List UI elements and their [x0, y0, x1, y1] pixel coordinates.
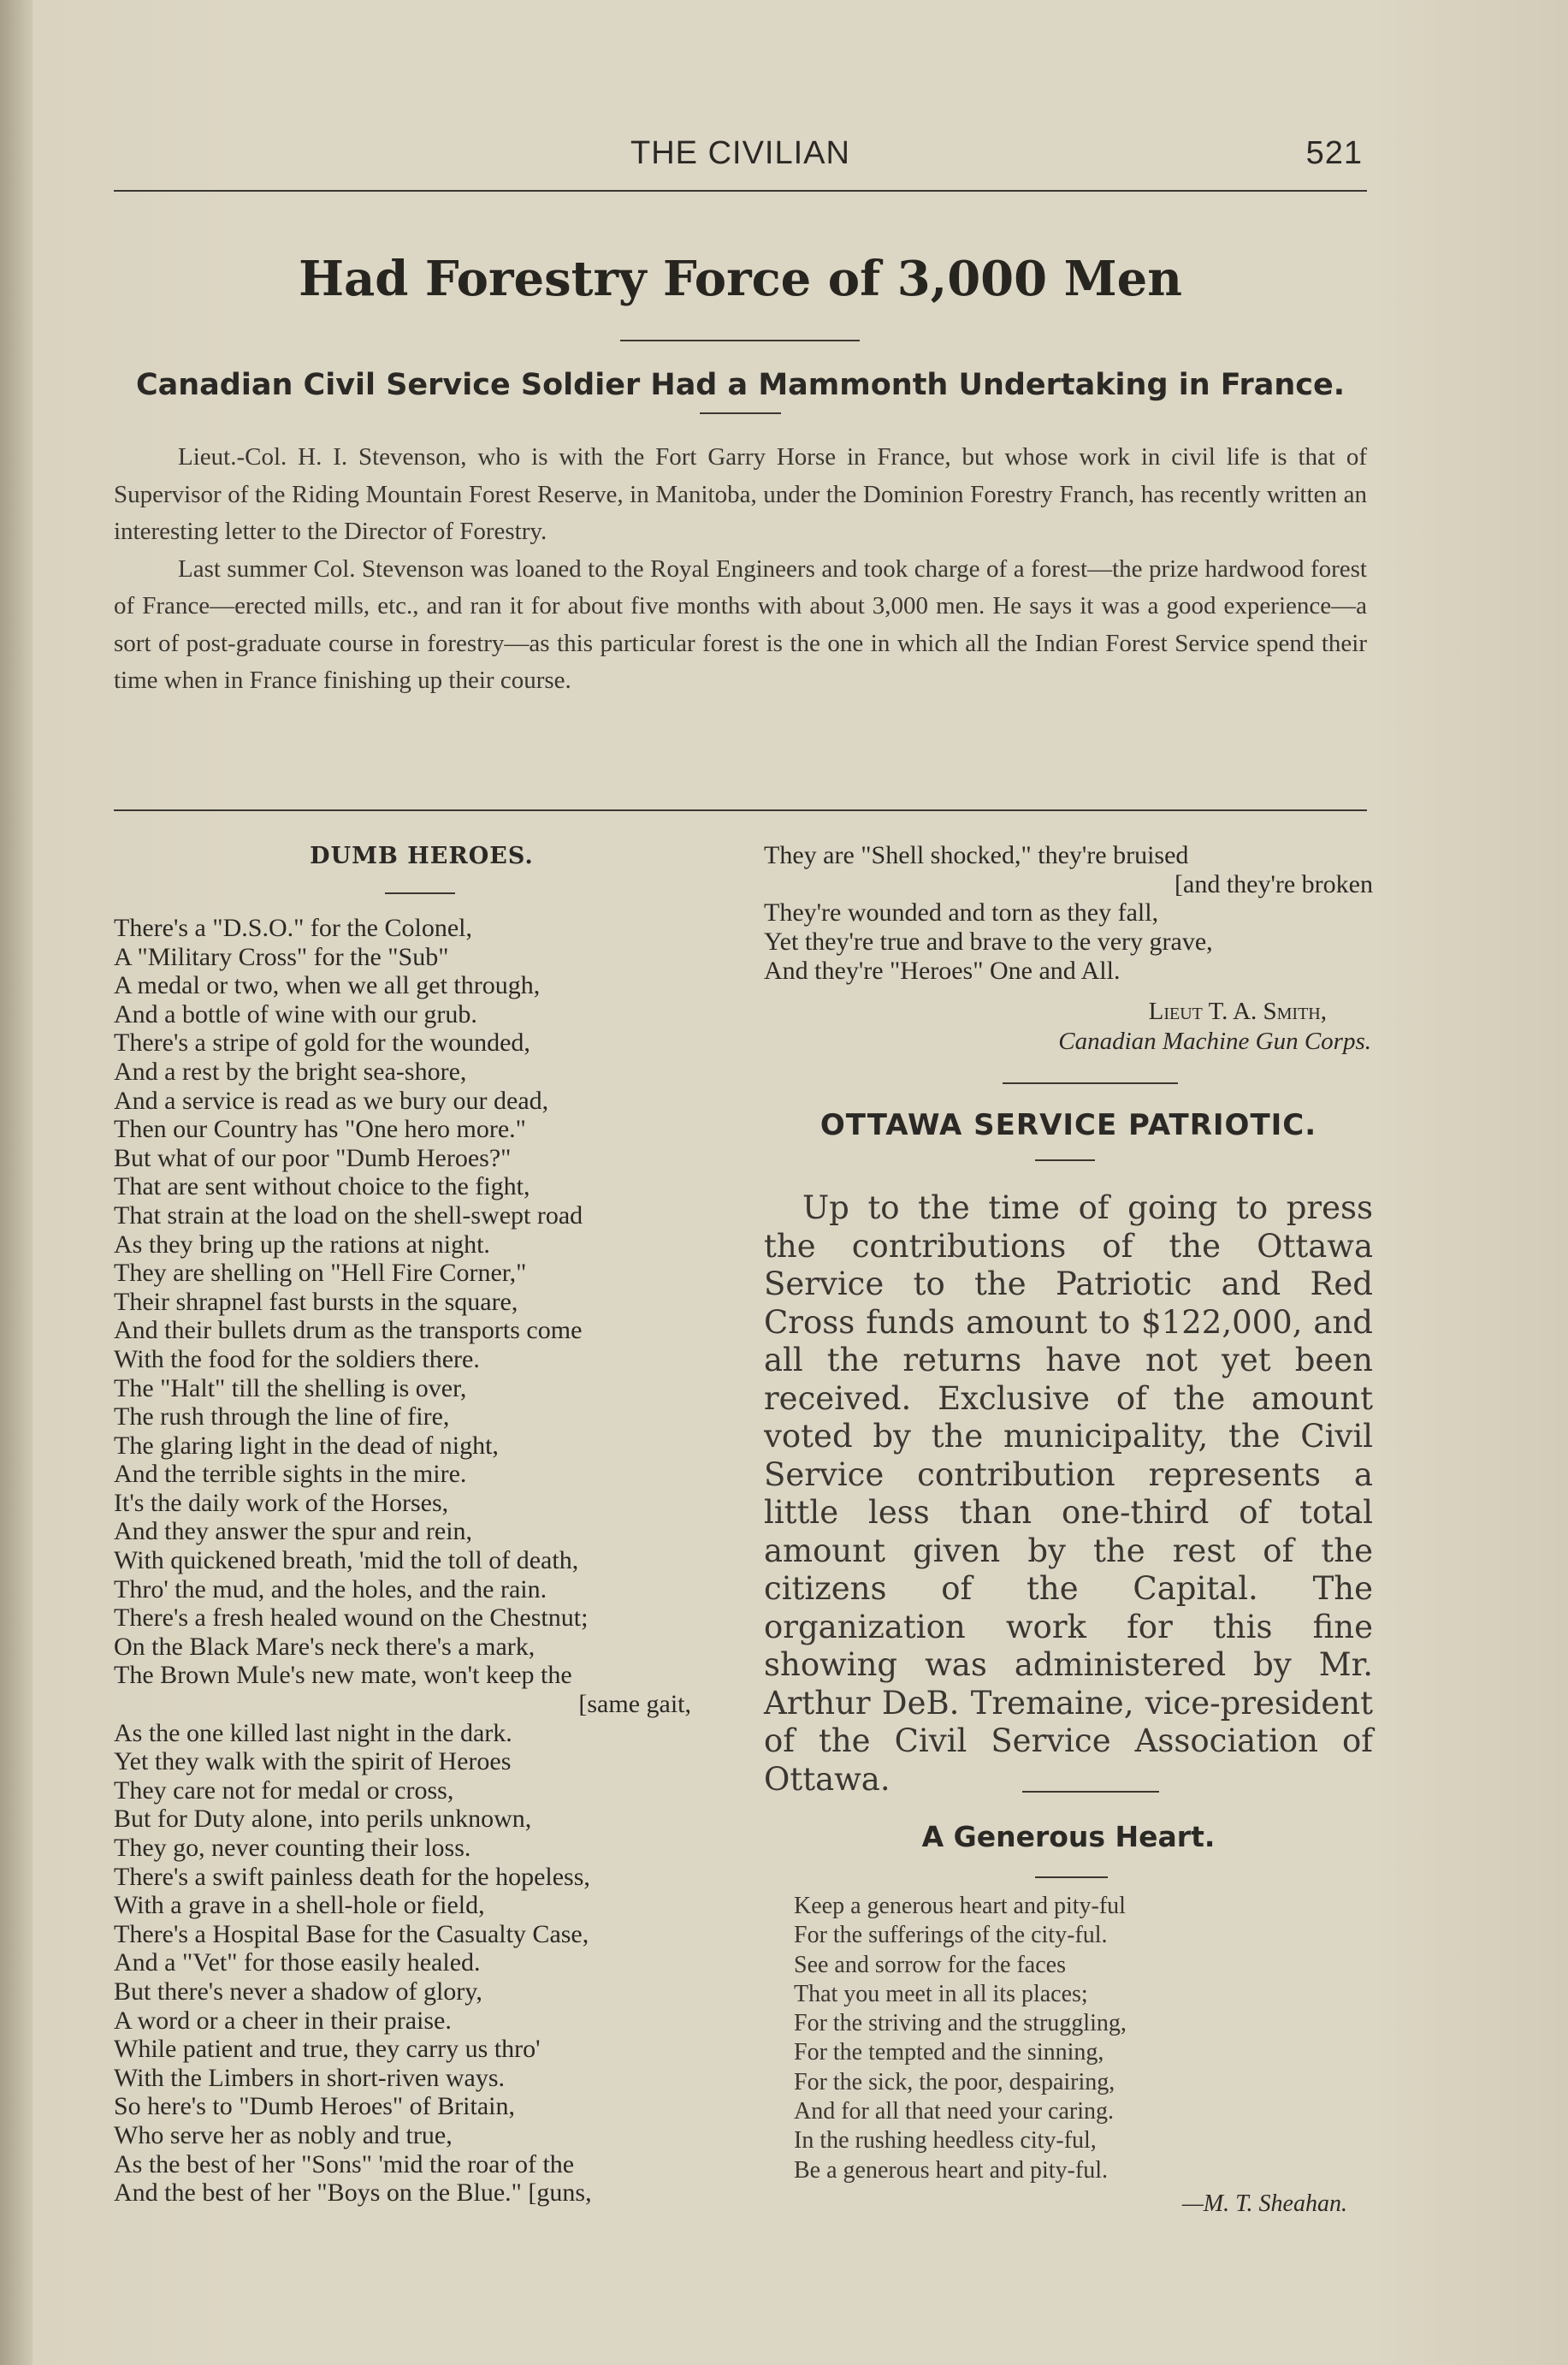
header-rule [114, 190, 1367, 192]
generous-heart-author: —M. T. Sheahan. [1181, 2190, 1347, 2217]
poem-line: Yet they walk with the spirit of Heroes [114, 1747, 512, 1776]
poem-line-runover: [and they're broken [1175, 869, 1373, 898]
poem-line: Who serve her as nobly and true, [114, 2120, 453, 2149]
poem-line: And the best of her "Boys on the Blue." [guns, [114, 2178, 592, 2208]
poem-line: There's a Hospital Base for the Casualty Case, [114, 1919, 589, 1948]
poem-line: It's the daily work of the Horses, [114, 1488, 449, 1517]
poem-line: For the tempted and the sinning, [794, 2039, 1104, 2066]
poem-line: That are sent without choice to the fight, [114, 1172, 530, 1201]
poem-line: But what of our poor "Dumb Heroes?" [114, 1143, 512, 1172]
section-divider [1003, 1082, 1178, 1084]
poem-line: With quickened breath, 'mid the toll of death, [114, 1546, 579, 1575]
section-divider [1022, 1791, 1159, 1793]
poem-line: As the one killed last night in the dark. [114, 1718, 512, 1747]
section-rule [114, 809, 1367, 811]
poem-line: And their bullets drum as the transports come [114, 1316, 583, 1345]
poem-line: And a bottle of wine with our grub. [114, 999, 477, 1028]
poem-line: That you meet in all its places; [794, 1980, 1088, 2007]
poem-line: The "Halt" till the shelling is over, [114, 1373, 467, 1402]
ottawa-paragraph: Up to the time of going to press the contributions of the Ottawa Service to the Patriotic and Red Cross funds amount to $122,000, and all the returns have not yet been received. Exclusive of the amount voted by the municipality, the Civil Service contribution represents a little less than one-third of total amount given by the rest of the citizens of the Capital. The organization work for this fine showing was administered by Mr. Arthur DeB. Tremaine, vice-president of the Civil Service Association of Ottawa. [764, 1189, 1373, 1798]
poem-line: They are shelling on "Hell Fire Corner," [114, 1259, 527, 1288]
poem-author-unit: Canadian Machine Gun Corps. [1058, 1028, 1371, 1055]
article-title: Had Forestry Force of 3,000 Men [299, 251, 1182, 307]
poem-line: But there's never a shadow of glory, [114, 1977, 482, 2006]
poem-line: For the sufferings of the city-ful. [794, 1922, 1108, 1949]
generous-heart-poem [794, 1892, 1341, 2185]
title-rule [620, 340, 860, 341]
poem-line: In the rushing heedless city-ful, [794, 2127, 1097, 2155]
poem-line: The rush through the line of fire, [114, 1402, 450, 1431]
generous-heart-rule [1035, 1876, 1108, 1878]
poem-line: There's a stripe of gold for the wounded, [114, 1028, 530, 1058]
poem-continuation [764, 841, 1373, 986]
ottawa-article [764, 1189, 1373, 1799]
poem-line: Keep a generous heart and pity-ful [794, 1893, 1126, 1919]
poem-line: While patient and true, they carry us thro' [114, 2035, 541, 2064]
poem-line: Their shrapnel fast bursts in the square, [114, 1287, 518, 1316]
poem-line: With a grave in a shell-hole or field, [114, 1891, 485, 1920]
poem-line: There's a fresh healed wound on the Chestnut; [114, 1603, 589, 1633]
article-paragraph: Lieut.-Col. H. I. Stevenson, who is with the Fort Garry Horse in France, but whose work in civil life is that of Supervisor of the Riding Mountain Forest Reserve, in Manitoba, under the Dominion Forestry Franch, has recently written an interesting letter to the Director of Forestry. [114, 443, 1367, 545]
poem-line: So here's to "Dumb Heroes" of Britain, [114, 2092, 515, 2121]
poem-line: As they bring up the rations at night. [114, 1230, 490, 1259]
poem-line: But for Duty alone, into perils unknown, [114, 1805, 532, 1834]
poem-line: Yet they're true and brave to the very grave, [764, 928, 1213, 957]
poem-line: A word or a cheer in their praise. [114, 2006, 452, 2035]
poem-line: Thro' the mud, and the holes, and the rain. [114, 1574, 547, 1603]
poem-line: The Brown Mule's new mate, won't keep the [114, 1661, 572, 1690]
poem-author [764, 996, 1371, 1027]
poem-line: They care not for medal or cross, [114, 1775, 454, 1805]
poem-line: They go, never counting their loss. [114, 1834, 471, 1862]
poem-line: As the best of her "Sons" 'mid the roar of the [114, 2149, 575, 2178]
article-body [114, 439, 1367, 700]
poem-author-name: Lieut T. A. Smith, [1148, 998, 1327, 1025]
poem-line: Be a generous heart and pity-ful. [794, 2156, 1108, 2184]
generous-heart-title: A Generous Heart. [921, 1820, 1216, 1853]
page-number: 521 [1305, 135, 1363, 171]
article-subtitle: Canadian Civil Service Soldier Had a Mammonth Undertaking in France. [135, 368, 1346, 402]
poem-line: And for all that need your caring. [794, 2098, 1114, 2125]
poem-line: And the terrible sights in the mire. [114, 1460, 467, 1489]
poem-line-runover: [same gait, [578, 1690, 691, 1719]
poem-line: For the sick, the poor, despairing, [794, 2068, 1115, 2095]
poem-dumb-heroes [114, 914, 734, 2208]
poem-line: On the Black Mare's neck there's a mark, [114, 1632, 535, 1661]
ottawa-title: OTTAWA SERVICE PATRIOTIC. [820, 1108, 1317, 1142]
poem-line: And they answer the spur and rein, [114, 1517, 473, 1546]
poem-line: With the Limbers in short-riven ways. [114, 2063, 506, 2092]
poem-line: The glaring light in the dead of night, [114, 1431, 499, 1460]
poem-line: They are "Shell shocked," they're bruised [764, 841, 1189, 869]
running-header [114, 128, 1367, 180]
page-binding-edge [0, 0, 33, 2365]
poem-line: They're wounded and torn as they fall, [764, 898, 1159, 928]
subtitle-rule [700, 412, 781, 414]
poem-line: And a "Vet" for those easily healed. [114, 1948, 481, 1977]
poem-line: And a service is read as we bury our dead, [114, 1086, 549, 1115]
poem-line: There's a "D.S.O." for the Colonel, [114, 914, 472, 942]
poem-line: With the food for the soldiers there. [114, 1344, 480, 1373]
poem-line: For the striving and the struggling, [794, 2010, 1127, 2037]
poem-title-rule [385, 892, 455, 894]
poem-line: See and sorrow for the faces [794, 1951, 1066, 1978]
poem-line: And they're "Heroes" One and All. [764, 956, 1121, 985]
poem-line: A "Military Cross" for the "Sub" [114, 942, 449, 971]
poem-title: DUMB HEROES. [310, 843, 534, 869]
poem-line: There's a swift painless death for the hopeless, [114, 1862, 590, 1891]
poem-line: That strain at the load on the shell-swept road [114, 1200, 583, 1230]
poem-line: And a rest by the bright sea-shore, [114, 1057, 467, 1086]
journal-title: THE CIVILIAN [630, 135, 850, 171]
poem-line: A medal or two, when we all get through, [114, 971, 541, 1000]
poem-line: Then our Country has "One hero more." [114, 1115, 526, 1144]
article-paragraph: Last summer Col. Stevenson was loaned to the Royal Engineers and took charge of a forest—the prize hardwood forest of France—erected mills, etc., and ran it for about five months with about 3,000 men. He says it was a good experience—a sort of post-graduate course in forestry—as this particular forest is the one in which all the Indian Forest Service spend their time when in France finishing up their course. [114, 554, 1367, 694]
ottawa-title-rule [1035, 1159, 1095, 1161]
